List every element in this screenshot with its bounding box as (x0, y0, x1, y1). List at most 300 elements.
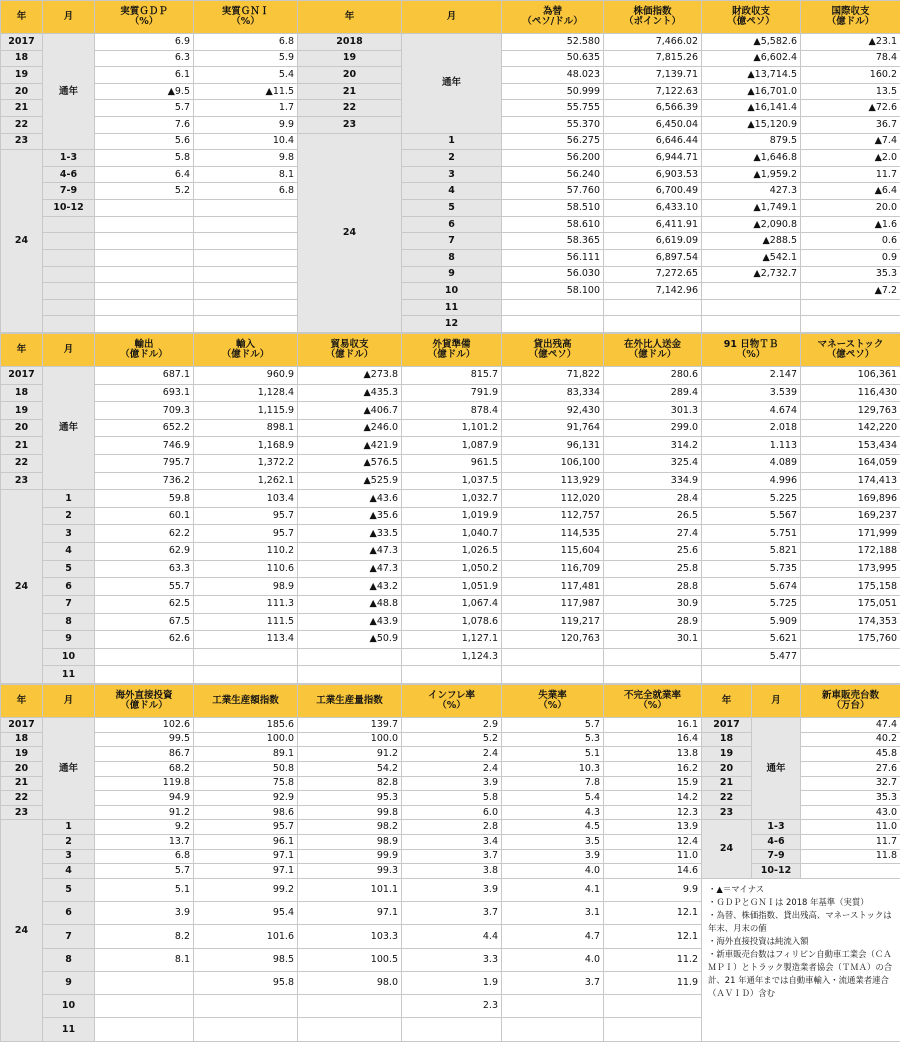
fdi-value: 86.7 (95, 747, 194, 762)
quarter-label: 10-12 (43, 200, 95, 217)
column-header: 失業率 （%） (502, 685, 604, 718)
gdp-value: 5.2 (95, 183, 194, 200)
tb-value: 5.674 (702, 578, 801, 596)
column-header: マネーストック （億ペソ） (801, 334, 900, 367)
money-value: 153,434 (801, 437, 900, 455)
year-label: 19 (1, 747, 43, 762)
gni-value: 5.4 (194, 67, 298, 84)
fdi-value: 13.7 (95, 835, 194, 850)
trade-value: ▲421.9 (298, 437, 402, 455)
footnote-line: ・為替、株価指数、貸出残高、マネーストックは年末、月末の値 (708, 909, 892, 933)
footnote-line: ・海外直接投資は純流入額 (708, 935, 809, 946)
year-label: 19 (1, 67, 43, 84)
unemp-value (502, 1018, 604, 1042)
month-label: 6 (43, 902, 95, 925)
bop-value (801, 299, 900, 316)
tb-value (702, 666, 801, 684)
remit-value (604, 648, 702, 666)
loans-value: 71,822 (502, 367, 604, 385)
empty-cell (95, 266, 194, 283)
remit-value: 27.4 (604, 525, 702, 543)
trade-value: ▲50.9 (298, 631, 402, 649)
table-row (1, 166, 900, 183)
stock-value: 6,619.09 (604, 233, 702, 250)
infl-value: 2.4 (402, 747, 502, 762)
month-label: 8 (43, 613, 95, 631)
gni-value: 6.8 (194, 34, 298, 51)
table-row (1, 631, 900, 649)
under-value: 13.8 (604, 747, 702, 762)
imports-value: 111.3 (194, 595, 298, 613)
under-value: 14.6 (604, 864, 702, 879)
month-label: 2 (43, 835, 95, 850)
empty-cell (43, 299, 95, 316)
table-row (1, 216, 900, 233)
exports-value: 62.9 (95, 543, 194, 561)
year-label: 23 (702, 805, 752, 820)
ipq-value: 103.3 (298, 925, 402, 948)
money-value: 174,353 (801, 613, 900, 631)
period-label: 通年 (43, 367, 95, 490)
unemp-value: 5.1 (502, 747, 604, 762)
trade-value (298, 666, 402, 684)
reserves-value: 1,127.1 (402, 631, 502, 649)
empty-cell (43, 216, 95, 233)
fiscal-value (702, 299, 801, 316)
car-sales-value: 47.4 (801, 718, 900, 733)
infl-value: 3.7 (402, 849, 502, 864)
stock-value: 7,815.26 (604, 50, 702, 67)
month-label: 1 (43, 490, 95, 508)
month-label: 9 (402, 266, 502, 283)
gni-value: 9.9 (194, 117, 298, 134)
tb-value: 3.539 (702, 384, 801, 402)
year-label: 20 (1, 83, 43, 100)
year-label: 22 (298, 100, 402, 117)
month-label: 3 (402, 166, 502, 183)
fx-value: 52.580 (502, 34, 604, 51)
imports-value: 95.7 (194, 507, 298, 525)
year-label: 20 (298, 67, 402, 84)
reserves-value: 1,087.9 (402, 437, 502, 455)
table-row (1, 472, 900, 490)
unemp-value: 3.5 (502, 835, 604, 850)
reserves-value: 1,124.3 (402, 648, 502, 666)
month-label: 7 (402, 233, 502, 250)
fx-value: 48.023 (502, 67, 604, 84)
imports-value: 110.6 (194, 560, 298, 578)
table-row (1, 367, 900, 385)
gni-value: ▲11.5 (194, 83, 298, 100)
fx-value: 55.755 (502, 100, 604, 117)
imports-value: 1,262.1 (194, 472, 298, 490)
unemp-value: 3.1 (502, 902, 604, 925)
column-header: 月 (43, 685, 95, 718)
reserves-value: 1,051.9 (402, 578, 502, 596)
period-label: 通年 (402, 34, 502, 134)
stock-value (604, 316, 702, 333)
remit-value: 28.8 (604, 578, 702, 596)
year-label: 24 (702, 820, 752, 879)
car-sales-value: 11.0 (801, 820, 900, 835)
fdi-value: 3.9 (95, 902, 194, 925)
unemp-value: 4.3 (502, 805, 604, 820)
stock-value: 7,272.65 (604, 266, 702, 283)
fiscal-value: ▲542.1 (702, 249, 801, 266)
table-row (1, 233, 900, 250)
loans-value: 114,535 (502, 525, 604, 543)
fiscal-value: ▲13,714.5 (702, 67, 801, 84)
empty-cell (95, 283, 194, 300)
fdi-value: 6.8 (95, 849, 194, 864)
table-row (1, 666, 900, 684)
ipv-value: 101.6 (194, 925, 298, 948)
year-label: 21 (1, 776, 43, 791)
remit-value: 25.6 (604, 543, 702, 561)
money-value: 106,361 (801, 367, 900, 385)
remit-value: 30.1 (604, 631, 702, 649)
ipq-value: 98.9 (298, 835, 402, 850)
fiscal-value: ▲16,141.4 (702, 100, 801, 117)
gdp-value (95, 200, 194, 217)
column-header: 実質ＧＮＩ （%） (194, 1, 298, 34)
ipq-value: 95.3 (298, 791, 402, 806)
month-label: 8 (43, 948, 95, 971)
year-label: 18 (1, 384, 43, 402)
reserves-value (402, 666, 502, 684)
ipv-value (194, 1018, 298, 1042)
bop-value: ▲6.4 (801, 183, 900, 200)
unemp-value: 4.0 (502, 864, 604, 879)
fdi-value: 119.8 (95, 776, 194, 791)
loans-value (502, 666, 604, 684)
empty-cell (194, 316, 298, 333)
fiscal-value: ▲1,646.8 (702, 150, 801, 167)
month-label: 3 (43, 849, 95, 864)
column-header: 年 (1, 685, 43, 718)
reserves-value: 1,032.7 (402, 490, 502, 508)
column-header: 年 (1, 334, 43, 367)
remit-value: 314.2 (604, 437, 702, 455)
fiscal-value: ▲16,701.0 (702, 83, 801, 100)
column-header: 工業生産量指数 (298, 685, 402, 718)
table-row (1, 299, 900, 316)
fiscal-value (702, 316, 801, 333)
infl-value: 3.9 (402, 776, 502, 791)
bop-value: 13.5 (801, 83, 900, 100)
month-label: 2 (43, 507, 95, 525)
under-value: 11.9 (604, 971, 702, 994)
column-header: 実質ＧＤＰ （%） (95, 1, 194, 34)
money-value: 171,999 (801, 525, 900, 543)
ipq-value: 91.2 (298, 747, 402, 762)
loans-value (502, 648, 604, 666)
reserves-value: 878.4 (402, 402, 502, 420)
exports-value: 736.2 (95, 472, 194, 490)
loans-value: 120,763 (502, 631, 604, 649)
imports-value: 1,372.2 (194, 455, 298, 473)
ipq-value (298, 995, 402, 1018)
column-header: 株価指数 （ポイント） (604, 1, 702, 34)
remit-value: 325.4 (604, 455, 702, 473)
bop-value: 160.2 (801, 67, 900, 84)
year-label: 24 (298, 133, 402, 332)
ipq-value: 98.2 (298, 820, 402, 835)
table-row (1, 490, 900, 508)
infl-value: 2.3 (402, 995, 502, 1018)
money-value: 129,763 (801, 402, 900, 420)
imports-value: 960.9 (194, 367, 298, 385)
month-label: 10 (43, 648, 95, 666)
trade-value: ▲246.0 (298, 419, 402, 437)
month-label: 9 (43, 631, 95, 649)
tb-value: 4.674 (702, 402, 801, 420)
unemp-value (502, 995, 604, 1018)
empty-cell (43, 266, 95, 283)
gdp-value: 6.9 (95, 34, 194, 51)
fdi-value: 102.6 (95, 718, 194, 733)
year-label: 24 (1, 820, 43, 1042)
table-row (1, 507, 900, 525)
year-label: 2017 (1, 367, 43, 385)
quarter-label: 4-6 (752, 835, 801, 850)
year-label: 22 (1, 791, 43, 806)
reserves-value: 1,067.4 (402, 595, 502, 613)
fx-value: 56.030 (502, 266, 604, 283)
remit-value: 28.9 (604, 613, 702, 631)
unemp-value: 4.5 (502, 820, 604, 835)
fdi-value: 99.5 (95, 732, 194, 747)
reserves-value: 1,037.5 (402, 472, 502, 490)
column-header: 月 (402, 1, 502, 34)
table-row (1, 384, 900, 402)
exports-value: 62.5 (95, 595, 194, 613)
money-value (801, 666, 900, 684)
ipv-value: 96.1 (194, 835, 298, 850)
money-value: 142,220 (801, 419, 900, 437)
loans-value: 117,987 (502, 595, 604, 613)
year-label: 20 (702, 761, 752, 776)
imports-value: 1,168.9 (194, 437, 298, 455)
exports-value: 60.1 (95, 507, 194, 525)
loans-value: 116,709 (502, 560, 604, 578)
loans-value: 117,481 (502, 578, 604, 596)
ipv-value: 75.8 (194, 776, 298, 791)
empty-cell (43, 283, 95, 300)
under-value: 16.4 (604, 732, 702, 747)
bop-value: ▲23.1 (801, 34, 900, 51)
empty-cell (194, 266, 298, 283)
tb-value: 4.089 (702, 455, 801, 473)
trade-value: ▲406.7 (298, 402, 402, 420)
ipq-value (298, 1018, 402, 1042)
fdi-value: 9.2 (95, 820, 194, 835)
period-label: 通年 (43, 718, 95, 820)
quarter-label: 7-9 (752, 849, 801, 864)
ipv-value (194, 995, 298, 1018)
exports-value: 746.9 (95, 437, 194, 455)
column-header: 在外比人送金 （億ドル） (604, 334, 702, 367)
infl-value: 2.8 (402, 820, 502, 835)
exports-value: 62.2 (95, 525, 194, 543)
fiscal-value: ▲2,732.7 (702, 266, 801, 283)
footnote-line: ・▲＝マイナス (708, 883, 765, 894)
stock-value: 6,566.39 (604, 100, 702, 117)
year-label: 23 (1, 472, 43, 490)
ipv-value: 95.7 (194, 820, 298, 835)
under-value: 9.9 (604, 878, 702, 901)
quarter-label: 1-3 (752, 820, 801, 835)
month-label: 12 (402, 316, 502, 333)
quarter-label: 7-9 (43, 183, 95, 200)
money-value: 175,158 (801, 578, 900, 596)
month-label: 10 (402, 283, 502, 300)
imports-value: 1,115.9 (194, 402, 298, 420)
fiscal-value: ▲2,090.8 (702, 216, 801, 233)
month-label: 10 (43, 995, 95, 1018)
column-header: 年 (1, 1, 43, 34)
unemp-value: 3.9 (502, 849, 604, 864)
unemp-value: 4.7 (502, 925, 604, 948)
fdi-value: 94.9 (95, 791, 194, 806)
money-value: 175,051 (801, 595, 900, 613)
exports-value: 693.1 (95, 384, 194, 402)
car-sales-value: 35.3 (801, 791, 900, 806)
money-value: 175,760 (801, 631, 900, 649)
under-value: 16.1 (604, 718, 702, 733)
infl-value: 5.8 (402, 791, 502, 806)
infl-value: 2.9 (402, 718, 502, 733)
empty-cell (95, 316, 194, 333)
ipv-value: 98.6 (194, 805, 298, 820)
fiscal-value: ▲15,120.9 (702, 117, 801, 134)
unemp-value: 5.3 (502, 732, 604, 747)
ipq-value: 99.8 (298, 805, 402, 820)
trade-value: ▲435.3 (298, 384, 402, 402)
fdi-value (95, 971, 194, 994)
table-row (1, 266, 900, 283)
trade-value: ▲43.2 (298, 578, 402, 596)
gni-value: 6.8 (194, 183, 298, 200)
table-gdp-fx (0, 0, 900, 333)
gni-value (194, 200, 298, 217)
year-label: 2017 (702, 718, 752, 733)
unemp-value: 5.4 (502, 791, 604, 806)
under-value: 12.4 (604, 835, 702, 850)
reserves-value: 1,040.7 (402, 525, 502, 543)
table-row (1, 437, 900, 455)
fx-value: 58.100 (502, 283, 604, 300)
table-row (1, 133, 900, 150)
month-label: 3 (43, 525, 95, 543)
remit-value: 299.0 (604, 419, 702, 437)
tb-value: 5.225 (702, 490, 801, 508)
remit-value: 301.3 (604, 402, 702, 420)
ipv-value: 95.8 (194, 971, 298, 994)
ipq-value: 82.8 (298, 776, 402, 791)
table-row (1, 283, 900, 300)
money-value: 172,188 (801, 543, 900, 561)
footnotes (702, 878, 900, 1041)
year-label: 21 (298, 83, 402, 100)
year-label: 18 (702, 732, 752, 747)
year-label: 19 (702, 747, 752, 762)
table-row (1, 864, 900, 879)
column-header: 年 (702, 685, 752, 718)
exports-value: 687.1 (95, 367, 194, 385)
empty-cell (43, 316, 95, 333)
fiscal-value: ▲1,959.2 (702, 166, 801, 183)
stock-value: 6,897.54 (604, 249, 702, 266)
under-value: 11.0 (604, 849, 702, 864)
fx-value: 56.111 (502, 249, 604, 266)
infl-value: 1.9 (402, 971, 502, 994)
column-header: 貸出残高 （億ペソ） (502, 334, 604, 367)
table-row (1, 560, 900, 578)
trade-value (298, 648, 402, 666)
footnote-line: ・新車販売台数はフィリピン自動車工業会（ＣＡＭＰＩ）とトラック製造業者協会（ＴＭＡ）の合計、21 年通年までは自動車輸入・流通業者連合（ＡＶＩＤ）含む (708, 948, 893, 998)
remit-value: 334.9 (604, 472, 702, 490)
loans-value: 83,334 (502, 384, 604, 402)
year-label: 21 (1, 100, 43, 117)
year-label: 18 (1, 732, 43, 747)
gni-value: 5.9 (194, 50, 298, 67)
table-row (1, 402, 900, 420)
infl-value (402, 1018, 502, 1042)
column-header: 工業生産額指数 (194, 685, 298, 718)
ipv-value: 97.1 (194, 864, 298, 879)
ipv-value: 89.1 (194, 747, 298, 762)
fdi-value: 8.1 (95, 948, 194, 971)
fdi-value: 5.7 (95, 864, 194, 879)
fiscal-value: 879.5 (702, 133, 801, 150)
imports-value: 110.2 (194, 543, 298, 561)
fiscal-value: ▲1,749.1 (702, 200, 801, 217)
bop-value: ▲72.6 (801, 100, 900, 117)
infl-value: 3.9 (402, 878, 502, 901)
exports-value (95, 648, 194, 666)
column-header: 輸入 （億ドル） (194, 334, 298, 367)
money-value: 173,995 (801, 560, 900, 578)
column-header: 海外直接投資 （億ドル） (95, 685, 194, 718)
imports-value: 98.9 (194, 578, 298, 596)
infl-value: 3.8 (402, 864, 502, 879)
reserves-value: 1,101.2 (402, 419, 502, 437)
fx-value: 58.365 (502, 233, 604, 250)
year-label: 22 (702, 791, 752, 806)
column-header: 月 (43, 334, 95, 367)
month-label: 5 (43, 560, 95, 578)
gdp-value: 5.8 (95, 150, 194, 167)
year-label: 24 (1, 490, 43, 684)
column-header: 月 (752, 685, 801, 718)
table-row (1, 878, 900, 901)
imports-value (194, 648, 298, 666)
imports-value: 113.4 (194, 631, 298, 649)
table-row (1, 150, 900, 167)
tb-value: 5.735 (702, 560, 801, 578)
fx-value: 58.610 (502, 216, 604, 233)
unemp-value: 4.1 (502, 878, 604, 901)
table-row (1, 543, 900, 561)
table-row (1, 595, 900, 613)
money-value: 169,237 (801, 507, 900, 525)
year-label: 2018 (298, 34, 402, 51)
stock-value: 7,466.02 (604, 34, 702, 51)
tb-value: 5.821 (702, 543, 801, 561)
tb-value: 1.113 (702, 437, 801, 455)
stock-value: 6,944.71 (604, 150, 702, 167)
